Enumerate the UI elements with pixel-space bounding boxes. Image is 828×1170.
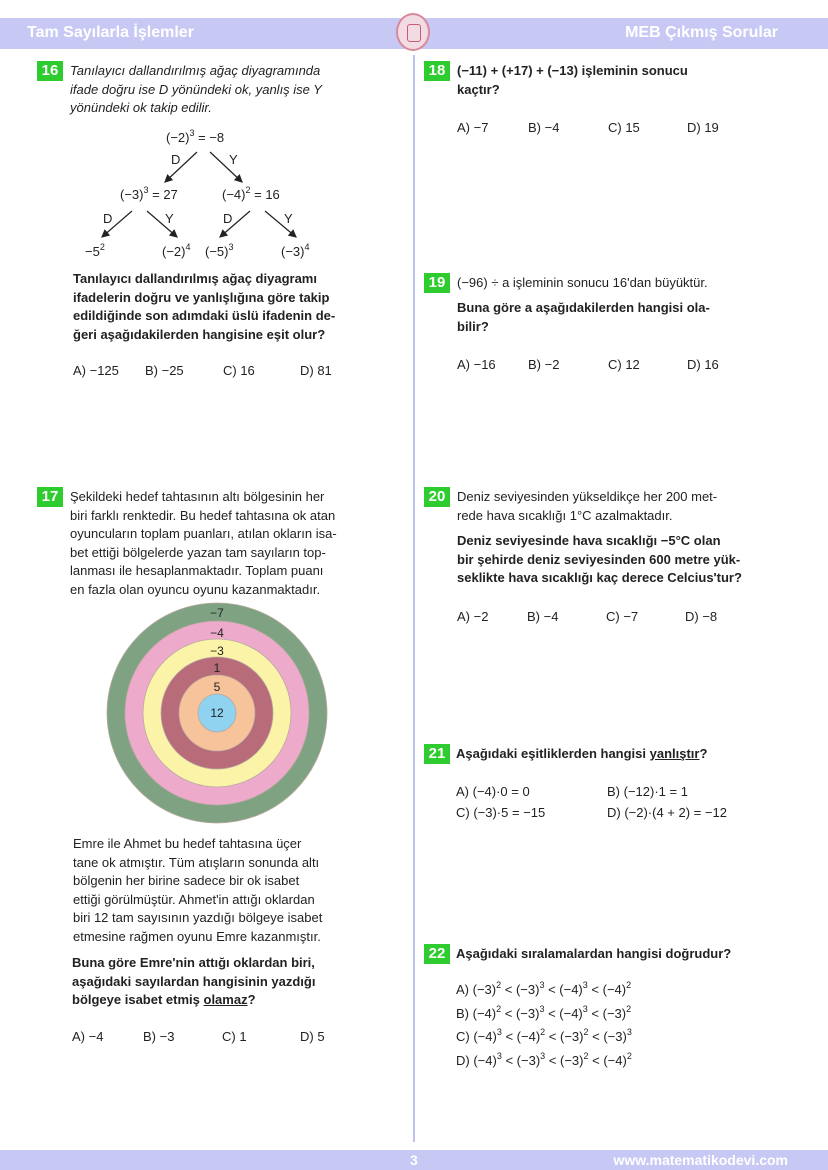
- text-line: yönündeki ok takip edilir.: [70, 100, 212, 115]
- text-part: ?: [699, 746, 708, 761]
- option-d[interactable]: D) (−2)·(4 + 2) = −12: [607, 805, 727, 820]
- text-line: Tanılayıcı dallandırılmış ağaç diyagramı: [73, 271, 317, 286]
- base: (−2): [166, 130, 190, 145]
- header-source: MEB Çıkmış Sorular: [625, 24, 778, 41]
- less-than: <: [587, 1005, 603, 1021]
- option-a[interactable]: A) −7: [457, 120, 489, 135]
- ring-label: 1: [213, 661, 221, 675]
- power-term: [473, 982, 502, 997]
- base: (−4): [559, 1005, 583, 1021]
- option-label: C): [456, 1029, 474, 1044]
- less-than: <: [544, 1005, 560, 1021]
- base: (−4): [603, 1052, 627, 1068]
- exponent: 3: [582, 980, 588, 990]
- text-line: (−11) + (+17) + (−13) işleminin sonucu: [457, 63, 688, 78]
- option-b[interactable]: B) −4: [527, 609, 559, 624]
- tree-root: [166, 130, 224, 145]
- exponent: 2: [583, 1050, 589, 1061]
- text-line: Şekildeki hedef tahtasının altı bölgesinin her: [70, 489, 325, 504]
- tree-diagram: [60, 125, 350, 265]
- power-term: [603, 1050, 632, 1068]
- target-board: [105, 601, 329, 825]
- base: (−3): [472, 982, 497, 997]
- power-term: [515, 1003, 545, 1021]
- q19-text: (−96) ÷ a işleminin sonucu 16'dan büyüktür.: [457, 275, 708, 290]
- tree-node-right: [222, 187, 280, 202]
- text-line: oyuncuların toplam puanları, atılan okların isa-: [70, 526, 337, 541]
- base: (−4): [473, 1029, 497, 1044]
- option-b[interactable]: B) −3: [143, 1029, 175, 1044]
- exponent: 3: [143, 185, 149, 195]
- option-d[interactable]: D) −8: [685, 609, 718, 624]
- power-term: [472, 1003, 502, 1021]
- exponent: 2: [626, 1003, 632, 1014]
- base: (−2): [162, 244, 186, 259]
- branch-label-d: D: [171, 152, 181, 167]
- text-line: kaçtır?: [457, 81, 500, 97]
- result: = 27: [148, 187, 178, 202]
- power-term: [603, 982, 632, 997]
- option-b[interactable]: [456, 1002, 632, 1026]
- text-part: Aşağıdaki eşitliklerden hangisi: [456, 746, 650, 761]
- branch-label-y: Y: [284, 211, 293, 226]
- column-divider: [413, 55, 415, 1142]
- exponent: 3: [496, 1027, 502, 1037]
- option-c[interactable]: C) (−3)·5 = −15: [456, 805, 546, 820]
- text-line: Buna göre a aşağıdakilerden hangisi ola-: [457, 300, 710, 315]
- option-b[interactable]: B) −2: [528, 357, 560, 372]
- power-term: [560, 1029, 589, 1044]
- option-a[interactable]: A) (−4)·0 = 0: [456, 784, 530, 799]
- exponent: 2: [626, 980, 632, 990]
- q18-text: [457, 62, 688, 99]
- ring-label: −3: [210, 644, 224, 658]
- exponent: 3: [626, 1027, 632, 1037]
- text-line: rede hava sıcaklığı 1°C azalmaktadır.: [457, 507, 673, 523]
- text-line: ğeri aşağıdakilerden hangisine eşit olur?: [73, 326, 326, 342]
- option-d[interactable]: D) 16: [687, 357, 719, 372]
- power-term: [516, 982, 545, 997]
- option-a[interactable]: A) −4: [72, 1029, 104, 1044]
- option-a[interactable]: A) −2: [457, 609, 489, 624]
- option-a[interactable]: A) −16: [457, 357, 496, 372]
- exponent: 3: [539, 980, 545, 990]
- base: (−3): [602, 1005, 627, 1021]
- q22-question: Aşağıdaki sıralamalardan hangisi doğrudur?: [456, 946, 732, 961]
- text-line: tane ok atmıştır. Tüm atışların sonunda altı: [73, 854, 320, 870]
- q16-question: [73, 270, 335, 344]
- q16-text: [70, 62, 322, 118]
- text-line: Deniz seviyesinde hava sıcaklığı −5°C olan: [457, 533, 721, 548]
- text-line: ettiği görülmüştür. Ahmet'in attığı oklardan: [73, 891, 315, 907]
- text-line: bet ettiği bölgelerde yazan tam sayıların top-: [70, 544, 326, 560]
- power-term: [603, 1029, 632, 1044]
- power-term: [559, 982, 588, 997]
- exponent: 2: [540, 1027, 546, 1037]
- option-b[interactable]: B) −25: [145, 363, 184, 378]
- website-link[interactable]: www.matematikodevi.com: [613, 1152, 788, 1168]
- exponent: 4: [185, 242, 191, 252]
- header-title: Tam Sayılarla İşlemler: [27, 24, 194, 41]
- option-c[interactable]: C) 16: [223, 363, 255, 378]
- text-line: etmesine rağmen oyunu Emre kazanmıştır.: [73, 928, 321, 944]
- base: (−4): [559, 982, 583, 997]
- option-c[interactable]: [456, 1025, 632, 1049]
- base: (−3): [515, 1005, 540, 1021]
- less-than: <: [588, 1052, 604, 1068]
- option-a[interactable]: A) −125: [73, 363, 119, 378]
- question-number: 18: [424, 61, 450, 81]
- power-term: [602, 1003, 632, 1021]
- text-line: lanması ile hesaplanmaktadır. Toplam puanı: [70, 563, 324, 578]
- text-line: Tanılayıcı dallandırılmış ağaç diyagramında: [70, 63, 321, 78]
- question-number: 21: [424, 744, 450, 764]
- meb-logo: [396, 13, 430, 51]
- ring-label: −4: [210, 626, 224, 640]
- power-term: [473, 1029, 502, 1044]
- option-d[interactable]: D) 81: [300, 363, 332, 378]
- less-than: <: [501, 1052, 517, 1068]
- q21-question: [456, 746, 707, 761]
- tree-leaf: [85, 244, 105, 259]
- less-than: <: [587, 982, 603, 997]
- branch-label-d: D: [103, 211, 113, 226]
- option-c[interactable]: C) 1: [222, 1029, 247, 1044]
- text-line: [72, 991, 315, 1010]
- question-number: 20: [424, 487, 450, 507]
- result: = 16: [250, 187, 280, 202]
- exponent: 3: [540, 1050, 546, 1061]
- branch-label-d: D: [223, 211, 233, 226]
- text-line: aşağıdaki sayılardan hangisinin yazdığı: [72, 973, 316, 989]
- text-line: en fazla olan oyuncu oyunu kazanmaktadır.: [70, 581, 321, 597]
- base: (−4): [473, 1052, 497, 1068]
- emphasis: olamaz: [203, 992, 248, 1007]
- result: = −8: [194, 130, 225, 145]
- base: (−3): [603, 1029, 627, 1044]
- base: (−3): [516, 1052, 541, 1068]
- base: −5: [85, 244, 100, 259]
- text-line: ifade doğru ise D yönündeki ok, yanlış ise Y: [70, 81, 322, 97]
- option-c[interactable]: C) 15: [608, 120, 640, 135]
- text-line: biri farklı renktedir. Bu hedef tahtasına ok atan: [70, 507, 336, 523]
- emphasis: yanlıştır: [649, 746, 700, 761]
- text-line: seklikte hava sıcaklığı kaç derece Celcius'tur?: [457, 570, 742, 585]
- q19-question: [457, 299, 710, 336]
- less-than: <: [501, 1029, 517, 1044]
- exponent: 2: [496, 1003, 502, 1014]
- tree-node-left: [120, 187, 178, 202]
- tree-leaf: [205, 244, 234, 259]
- power-term: [473, 1050, 502, 1068]
- q22-options: [456, 978, 632, 1072]
- option-label: D): [456, 1052, 474, 1068]
- base: (−3): [515, 982, 540, 997]
- exponent: 3: [496, 1050, 502, 1061]
- option-d[interactable]: D) 19: [687, 120, 719, 135]
- exponent: 3: [228, 242, 234, 252]
- option-c[interactable]: C) −7: [606, 609, 639, 624]
- text-line: bir şehirde deniz seviyesinden 600 metre yük-: [457, 551, 741, 567]
- footer-bar: [0, 1150, 828, 1170]
- page-number: 3: [410, 1152, 418, 1168]
- base: (−5): [205, 244, 229, 259]
- base: (−4): [222, 187, 246, 202]
- base: (−4): [602, 982, 627, 997]
- exponent: 2: [496, 980, 502, 990]
- base: (−3): [281, 244, 305, 259]
- q17-text: [70, 488, 337, 599]
- ring-label: −7: [210, 606, 224, 620]
- question-number: 22: [424, 944, 450, 964]
- base: (−3): [560, 1052, 584, 1068]
- power-term: [516, 1050, 546, 1068]
- ring-label: 12: [210, 706, 224, 720]
- power-term: [517, 1029, 546, 1044]
- text-line: bilir?: [457, 318, 489, 334]
- less-than: <: [545, 1029, 560, 1044]
- less-than: <: [544, 982, 560, 997]
- question-number: 16: [37, 61, 63, 81]
- branch-label-y: Y: [165, 211, 174, 226]
- exponent: 2: [99, 242, 105, 252]
- power-term: [560, 1050, 589, 1068]
- text-line: biri 12 tam sayısının yazdığı bölgeye isabet: [73, 910, 323, 925]
- text-line: ifadelerin doğru ve yanlışlığına göre takip: [73, 289, 330, 305]
- text-line: Emre ile Ahmet bu hedef tahtasına üçer: [73, 836, 302, 851]
- q20-text: [457, 488, 717, 525]
- base: (−3): [560, 1029, 584, 1044]
- option-label: B): [456, 1005, 473, 1021]
- q20-question: [457, 532, 742, 588]
- option-d[interactable]: D) 5: [300, 1029, 325, 1044]
- branch-label-y: Y: [229, 152, 238, 167]
- option-label: A): [456, 982, 473, 997]
- exponent: 3: [189, 128, 195, 138]
- option-c[interactable]: C) 12: [608, 357, 640, 372]
- text-part: bölgeye isabet etmiş: [72, 992, 204, 1007]
- option-a[interactable]: [456, 978, 632, 1002]
- q17-text2: [73, 835, 322, 946]
- base: (−4): [472, 1005, 497, 1021]
- option-d[interactable]: [456, 1049, 632, 1073]
- exponent: 2: [245, 185, 251, 195]
- q17-question: [72, 954, 315, 1010]
- tree-leaf: [162, 244, 191, 259]
- less-than: <: [501, 1005, 516, 1021]
- base: (−4): [516, 1029, 541, 1044]
- question-number: 17: [37, 487, 63, 507]
- text-line: Buna göre Emre'nin attığı oklardan biri,: [72, 955, 315, 970]
- exponent: 3: [539, 1003, 545, 1014]
- exponent: 2: [626, 1050, 632, 1061]
- text-line: edildiğinde son adımdaki üslü ifadenin de-: [73, 308, 336, 323]
- base: (−3): [120, 187, 144, 202]
- text-line: bölgenin her birine sadece bir ok isabet: [73, 873, 300, 888]
- question-number: 19: [424, 273, 450, 293]
- less-than: <: [501, 982, 516, 997]
- text-part: ?: [247, 992, 256, 1007]
- less-than: <: [588, 1029, 604, 1044]
- power-term: [559, 1003, 588, 1021]
- tree-leaf: [281, 244, 310, 259]
- ring-label: 5: [213, 680, 221, 694]
- exponent: 2: [583, 1027, 589, 1037]
- exponent: 3: [582, 1003, 588, 1014]
- option-b[interactable]: B) −4: [528, 120, 560, 135]
- option-b[interactable]: B) (−12)·1 = 1: [607, 784, 688, 799]
- exponent: 4: [304, 242, 310, 252]
- less-than: <: [545, 1052, 560, 1068]
- text-line: Deniz seviyesinden yükseldikçe her 200 met-: [457, 489, 718, 504]
